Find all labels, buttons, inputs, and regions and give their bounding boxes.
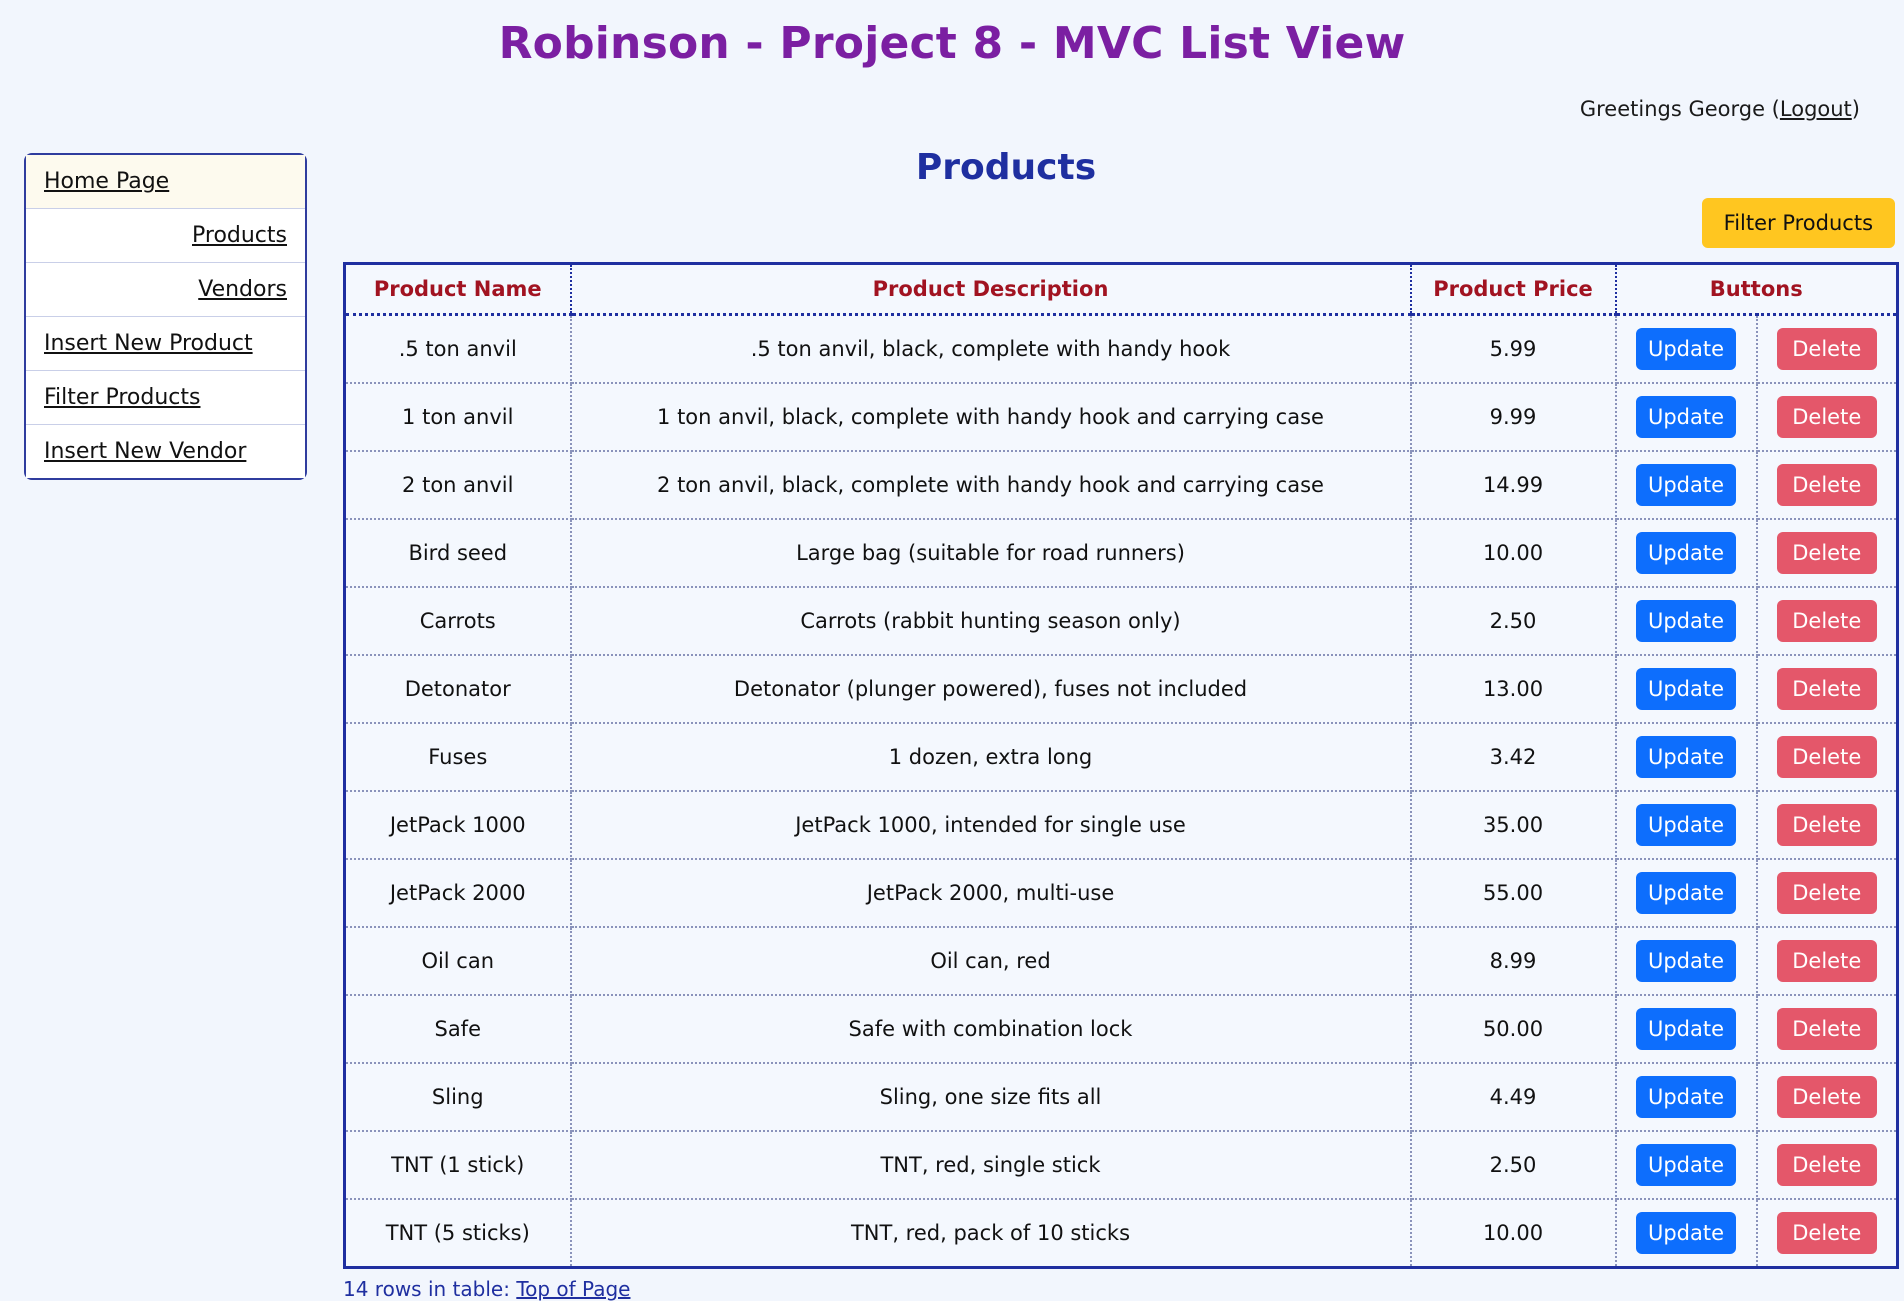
- cell-product-name: JetPack 2000: [345, 859, 571, 927]
- table-body: [345, 315, 1898, 1268]
- table-row: [345, 927, 1898, 995]
- table-row: [345, 791, 1898, 859]
- table-row: [345, 723, 1898, 791]
- cell-update: [1616, 1131, 1757, 1199]
- sidebar-item-label: Products: [192, 223, 287, 248]
- update-button[interactable]: Update: [1636, 804, 1736, 846]
- cell-product-name: Sling: [345, 1063, 571, 1131]
- cell-delete: [1757, 1063, 1898, 1131]
- table-row: [345, 1063, 1898, 1131]
- table-row: [345, 383, 1898, 451]
- row-count-footer: [343, 1277, 1899, 1301]
- cell-product-price: 10.00: [1411, 519, 1616, 587]
- cell-delete: [1757, 791, 1898, 859]
- table-header-row: [345, 264, 1898, 315]
- table-row: [345, 859, 1898, 927]
- cell-update: [1616, 655, 1757, 723]
- cell-product-price: 55.00: [1411, 859, 1616, 927]
- cell-product-description: 1 ton anvil, black, complete with handy hook and carrying case: [571, 383, 1411, 451]
- update-button[interactable]: Update: [1636, 736, 1736, 778]
- cell-product-price: 14.99: [1411, 451, 1616, 519]
- table-row: [345, 587, 1898, 655]
- logout-link[interactable]: Logout: [1779, 97, 1852, 121]
- cell-product-price: 13.00: [1411, 655, 1616, 723]
- cell-product-description: Safe with combination lock: [571, 995, 1411, 1063]
- sidebar-item-label: Vendors: [198, 277, 287, 302]
- cell-product-price: 3.42: [1411, 723, 1616, 791]
- update-button[interactable]: Update: [1636, 464, 1736, 506]
- table-row: [345, 995, 1898, 1063]
- delete-button[interactable]: Delete: [1777, 872, 1877, 914]
- delete-button[interactable]: Delete: [1777, 464, 1877, 506]
- sidebar-item-label: Insert New Product: [44, 331, 253, 356]
- delete-button[interactable]: Delete: [1777, 1076, 1877, 1118]
- update-button[interactable]: Update: [1636, 1008, 1736, 1050]
- cell-delete: [1757, 1199, 1898, 1268]
- table-row: [345, 655, 1898, 723]
- page-title: Robinson - Project 8 - MVC List View: [498, 18, 1406, 69]
- cell-product-name: Safe: [345, 995, 571, 1063]
- column-header-product-description: Product Description: [571, 264, 1411, 315]
- cell-product-price: 8.99: [1411, 927, 1616, 995]
- cell-delete: [1757, 519, 1898, 587]
- cell-delete: [1757, 587, 1898, 655]
- cell-product-description: Oil can, red: [571, 927, 1411, 995]
- delete-button[interactable]: Delete: [1777, 668, 1877, 710]
- table-row: [345, 1199, 1898, 1268]
- top-of-page-link[interactable]: Top of Page: [516, 1277, 631, 1301]
- toolbar: [343, 198, 1895, 248]
- cell-product-name: Bird seed: [345, 519, 571, 587]
- update-button[interactable]: Update: [1636, 1212, 1736, 1254]
- update-button[interactable]: Update: [1636, 328, 1736, 370]
- cell-product-name: Fuses: [345, 723, 571, 791]
- cell-delete: [1757, 927, 1898, 995]
- sidebar-item-label: Insert New Vendor: [44, 439, 247, 464]
- cell-product-description: JetPack 2000, multi-use: [571, 859, 1411, 927]
- update-button[interactable]: Update: [1636, 1076, 1736, 1118]
- delete-button[interactable]: Delete: [1777, 1144, 1877, 1186]
- cell-update: [1616, 995, 1757, 1063]
- cell-update: [1616, 791, 1757, 859]
- cell-update: [1616, 1199, 1757, 1268]
- update-button[interactable]: Update: [1636, 532, 1736, 574]
- cell-delete: [1757, 859, 1898, 927]
- cell-product-description: JetPack 1000, intended for single use: [571, 791, 1411, 859]
- table-row: [345, 315, 1898, 384]
- greeting-text: Greetings George (: [1579, 97, 1780, 121]
- delete-button[interactable]: Delete: [1777, 532, 1877, 574]
- greeting-paren-close: ): [1851, 97, 1860, 121]
- cell-product-price: 9.99: [1411, 383, 1616, 451]
- sidebar-item-insert-new-product[interactable]: [26, 317, 305, 371]
- sidebar-item-filter-products[interactable]: [26, 371, 305, 425]
- cell-product-name: TNT (1 stick): [345, 1131, 571, 1199]
- column-header-buttons: Buttons: [1616, 264, 1898, 315]
- delete-button[interactable]: Delete: [1777, 1212, 1877, 1254]
- cell-product-description: 2 ton anvil, black, complete with handy hook and carrying case: [571, 451, 1411, 519]
- cell-product-name: Carrots: [345, 587, 571, 655]
- sidebar: [24, 153, 307, 480]
- cell-delete: [1757, 383, 1898, 451]
- cell-update: [1616, 927, 1757, 995]
- cell-product-price: 5.99: [1411, 315, 1616, 384]
- cell-product-price: 4.49: [1411, 1063, 1616, 1131]
- cell-delete: [1757, 995, 1898, 1063]
- column-header-product-name: Product Name: [345, 264, 571, 315]
- cell-update: [1616, 383, 1757, 451]
- table-header: [345, 264, 1898, 315]
- cell-delete: [1757, 451, 1898, 519]
- update-button[interactable]: Update: [1636, 940, 1736, 982]
- cell-product-description: 1 dozen, extra long: [571, 723, 1411, 791]
- cell-delete: [1757, 315, 1898, 384]
- filter-products-button[interactable]: Filter Products: [1702, 198, 1895, 248]
- cell-product-price: 35.00: [1411, 791, 1616, 859]
- sidebar-item-label: Filter Products: [44, 385, 201, 410]
- cell-product-price: 10.00: [1411, 1199, 1616, 1268]
- sidebar-item-insert-new-vendor[interactable]: [26, 425, 305, 478]
- cell-product-description: .5 ton anvil, black, complete with handy hook: [571, 315, 1411, 384]
- delete-button[interactable]: Delete: [1777, 1008, 1877, 1050]
- delete-button[interactable]: Delete: [1777, 940, 1877, 982]
- update-button[interactable]: Update: [1636, 600, 1736, 642]
- cell-update: [1616, 451, 1757, 519]
- cell-update: [1616, 723, 1757, 791]
- cell-update: [1616, 1063, 1757, 1131]
- cell-product-description: Carrots (rabbit hunting season only): [571, 587, 1411, 655]
- delete-button[interactable]: Delete: [1777, 804, 1877, 846]
- cell-product-description: TNT, red, single stick: [571, 1131, 1411, 1199]
- delete-button[interactable]: Delete: [1777, 600, 1877, 642]
- section-title: Products: [915, 147, 1097, 188]
- table-row: [345, 1131, 1898, 1199]
- sidebar-item-vendors[interactable]: [26, 263, 305, 317]
- cell-product-name: Detonator: [345, 655, 571, 723]
- delete-button[interactable]: Delete: [1777, 328, 1877, 370]
- page-layout: [0, 125, 1904, 1301]
- cell-product-name: TNT (5 sticks): [345, 1199, 571, 1268]
- update-button[interactable]: Update: [1636, 872, 1736, 914]
- delete-button[interactable]: Delete: [1777, 736, 1877, 778]
- cell-update: [1616, 859, 1757, 927]
- cell-product-name: .5 ton anvil: [345, 315, 571, 384]
- greeting: [0, 97, 1860, 121]
- cell-product-price: 2.50: [1411, 587, 1616, 655]
- cell-update: [1616, 315, 1757, 384]
- cell-update: [1616, 519, 1757, 587]
- sidebar-item-home-page[interactable]: [26, 155, 305, 209]
- cell-product-name: Oil can: [345, 927, 571, 995]
- cell-product-name: JetPack 1000: [345, 791, 571, 859]
- cell-product-description: Large bag (suitable for road runners): [571, 519, 1411, 587]
- sidebar-item-products[interactable]: [26, 209, 305, 263]
- table-row: [345, 451, 1898, 519]
- update-button[interactable]: Update: [1636, 396, 1736, 438]
- products-table: [343, 262, 1899, 1269]
- delete-button[interactable]: Delete: [1777, 396, 1877, 438]
- cell-product-price: 50.00: [1411, 995, 1616, 1063]
- cell-product-price: 2.50: [1411, 1131, 1616, 1199]
- cell-product-description: Detonator (plunger powered), fuses not included: [571, 655, 1411, 723]
- cell-product-description: Sling, one size fits all: [571, 1063, 1411, 1131]
- cell-product-name: 2 ton anvil: [345, 451, 571, 519]
- main-content: [343, 125, 1899, 1301]
- cell-update: [1616, 587, 1757, 655]
- cell-delete: [1757, 655, 1898, 723]
- cell-delete: [1757, 723, 1898, 791]
- update-button[interactable]: Update: [1636, 668, 1736, 710]
- row-count-text: 14 rows in table:: [343, 1277, 517, 1301]
- cell-delete: [1757, 1131, 1898, 1199]
- table-row: [345, 519, 1898, 587]
- update-button[interactable]: Update: [1636, 1144, 1736, 1186]
- sidebar-item-label: Home Page: [44, 169, 170, 194]
- cell-product-description: TNT, red, pack of 10 sticks: [571, 1199, 1411, 1268]
- cell-product-name: 1 ton anvil: [345, 383, 571, 451]
- column-header-product-price: Product Price: [1411, 264, 1616, 315]
